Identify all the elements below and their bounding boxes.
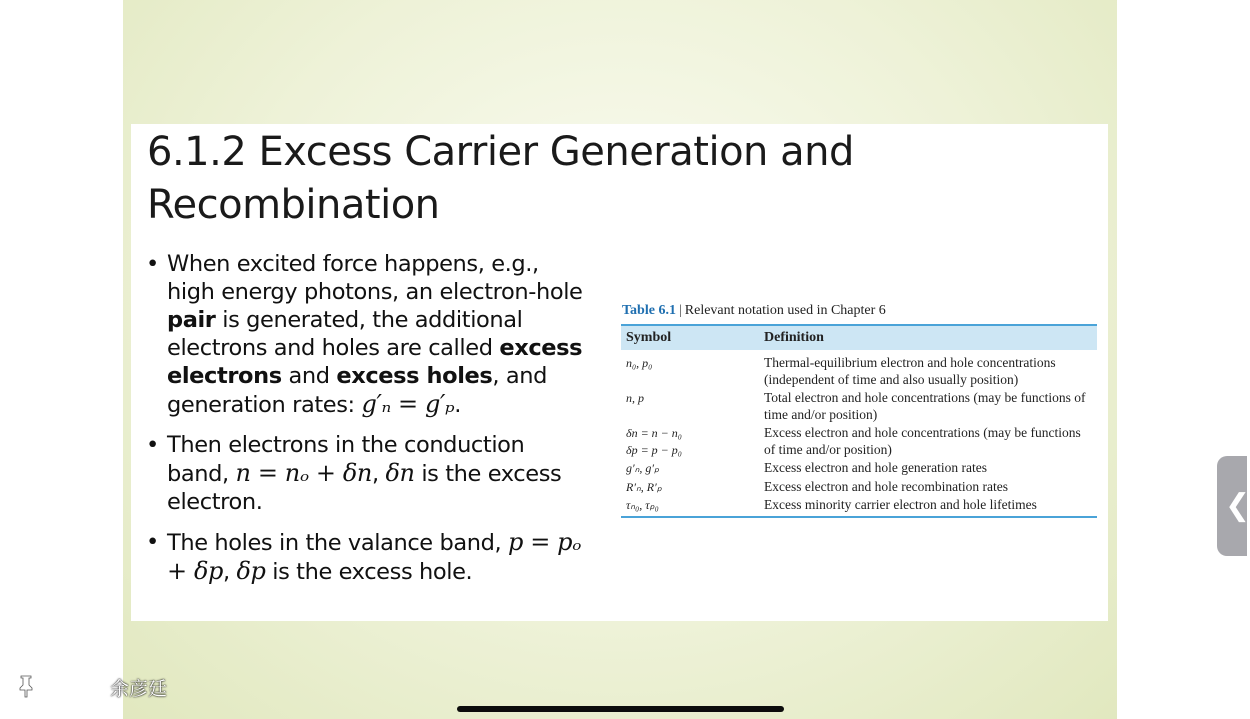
table-row: g′ₙ, g′ₚ Excess electron and hole generation rates (626, 460, 988, 475)
table-row: R′ₙ, R′ₚ Excess electron and hole recombination rates (626, 478, 1009, 494)
slide-title: 6.1.2 Excess Carrier Generation and Recombination (147, 129, 854, 228)
header-definition: Definition (764, 330, 824, 345)
chevron-left-icon: ❮ (1225, 488, 1250, 523)
user-name-label: 余彦廷 (110, 678, 168, 700)
side-panel-handle[interactable] (1217, 456, 1250, 556)
pin-icon[interactable] (16, 674, 36, 698)
math-electron-equation: n = nₒ + δn (235, 459, 372, 487)
math-generation-rates: g′ₙ = g′ₚ (361, 390, 455, 418)
table-row: n, p Total electron and hole concentrations (may be functions of time and/or position) (626, 390, 1086, 422)
bullet-list (146, 250, 586, 586)
math-hole-equation: p = pₒ + δp (167, 528, 581, 585)
screen-share-icon[interactable] (55, 675, 85, 697)
home-indicator[interactable] (457, 706, 784, 712)
bullet-item-3: • The holes in the valance band, p = pₒ + δp, δp is the excess hole. (146, 528, 586, 586)
table-row: n₀, p₀ Thermal-equilibrium electron and hole concentrations (independent of time and also usually position) (626, 355, 1056, 387)
table-header-row (621, 325, 1097, 350)
bullet-item-2: • Then electrons in the conduction band, n = nₒ + δn, δn is the excess electron. (146, 431, 586, 516)
table-caption: Table 6.1 | Relevant notation used in Chapter 6 (622, 303, 886, 318)
header-symbol: Symbol (626, 330, 672, 345)
bullet-item-1: • When excited force happens, e.g., high energy photons, an electron-hole pair is generated, the additional electrons and holes are called excess electrons and excess holes, and generation rates: g′ₙ = g′ₚ. (146, 250, 586, 419)
table-row: τₙ₀, τₚ₀ Excess minority carrier electron and hole lifetimes (626, 497, 1037, 512)
notation-table (621, 303, 1097, 518)
table-row: δn = n − n₀ δp = p − p₀ Excess electron and hole concentrations (may be functions of time and/or position) (626, 425, 1081, 457)
